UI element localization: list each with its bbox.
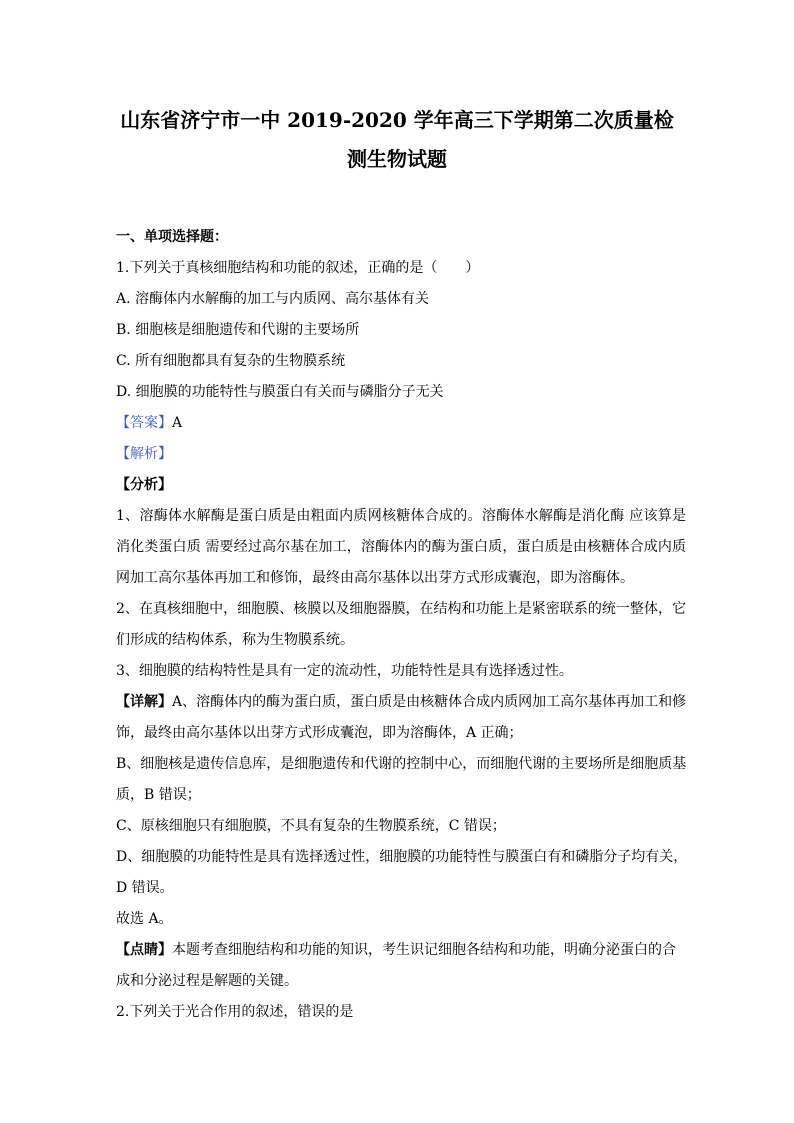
detail-a-text: A、溶酶体内的酶为蛋白质，蛋白质是由核糖体合成内质网加工高尔基体再加工和修 — [172, 694, 687, 710]
fenxi-tag: 【分析】 — [116, 477, 172, 493]
question-1-option-a: A. 溶酶体内水解酶的加工与内质网、高尔基体有关 — [116, 291, 430, 307]
title-line-2: 测生物试题 — [347, 147, 447, 171]
detail-b-line-1: B、细胞核是遗传信息库，是细胞遗传和代谢的控制中心，而细胞代谢的主要场所是细胞质基 — [116, 756, 687, 772]
answer-tag: 【答案】 — [116, 415, 172, 431]
question-1-option-b: B. 细胞核是细胞遗传和代谢的主要场所 — [116, 322, 360, 338]
detail-a-line-2: 饰，最终由高尔基体以出芽方式形成囊泡，即为溶酶体，A 正确； — [116, 725, 523, 741]
detail-d-line-1: D、细胞膜的功能特性是具有选择透过性，细胞膜的功能特性与膜蛋白有和磷脂分子均有关， — [116, 849, 688, 865]
detail-c: C、原核细胞只有细胞膜，不具有复杂的生物膜系统，C 错误； — [116, 818, 506, 834]
question-1-option-c: C. 所有细胞都具有复杂的生物膜系统 — [116, 353, 346, 369]
detail-b-line-2: 质，B 错误； — [116, 787, 201, 803]
comment-text: 本题考查细胞结构和功能的知识，考生识记细胞各结构和功能，明确分泌蛋白的合 — [172, 942, 676, 958]
section-heading: 一、单项选择题： — [116, 229, 228, 245]
detail-a-line-1 — [116, 692, 686, 712]
question-1-stem: 1.下列关于真核细胞结构和功能的叙述，正确的是（ ） — [116, 260, 480, 276]
title-line-1: 山东省济宁市一中 2019-2020 学年高三下学期第二次质量检 — [120, 108, 674, 132]
fenxi-point-3: 3、细胞膜的结构特性是具有一定的流动性，功能特性是具有选择透过性。 — [116, 663, 573, 679]
question-2-stem: 2.下列关于光合作用的叙述，错误的是 — [116, 1004, 354, 1020]
detail-d-line-2: D 错误。 — [116, 880, 174, 896]
fenxi-point-1-line-2: 消化类蛋白质 需要经过高尔基在加工，溶酶体内的酶为蛋白质，蛋白质是由核糖体合成内质 — [116, 539, 686, 555]
detail-tag: 【详解】 — [116, 694, 172, 710]
comment-line-2: 成和分泌过程是解题的关键。 — [116, 973, 298, 989]
fenxi-point-1-line-1: 1、溶酶体水解酶是蛋白质是由粗面内质网核糖体合成的。溶酶体水解酶是消化酶 应该算是 — [116, 508, 686, 524]
fenxi-point-2-line-1: 2、在真核细胞中，细胞膜、核膜以及细胞器膜，在结构和功能上是紧密联系的统一整体，它 — [116, 601, 686, 617]
final-choice: 故选 A。 — [116, 911, 173, 927]
comment-line-1 — [116, 940, 686, 960]
analysis-tag: 【解析】 — [116, 446, 172, 462]
document-title — [100, 101, 694, 179]
answer-value: A — [172, 415, 183, 431]
fenxi-point-2-line-2: 们形成的结构体系，称为生物膜系统。 — [116, 632, 354, 648]
question-1-option-d: D. 细胞膜的功能特性与膜蛋白有关而与磷脂分子无关 — [116, 384, 444, 400]
fenxi-point-1-line-3: 网加工高尔基体再加工和修饰，最终由高尔基体以出芽方式形成囊泡，即为溶酶体。 — [116, 570, 634, 586]
comment-tag: 【点睛】 — [116, 942, 172, 958]
answer-line — [116, 413, 686, 433]
